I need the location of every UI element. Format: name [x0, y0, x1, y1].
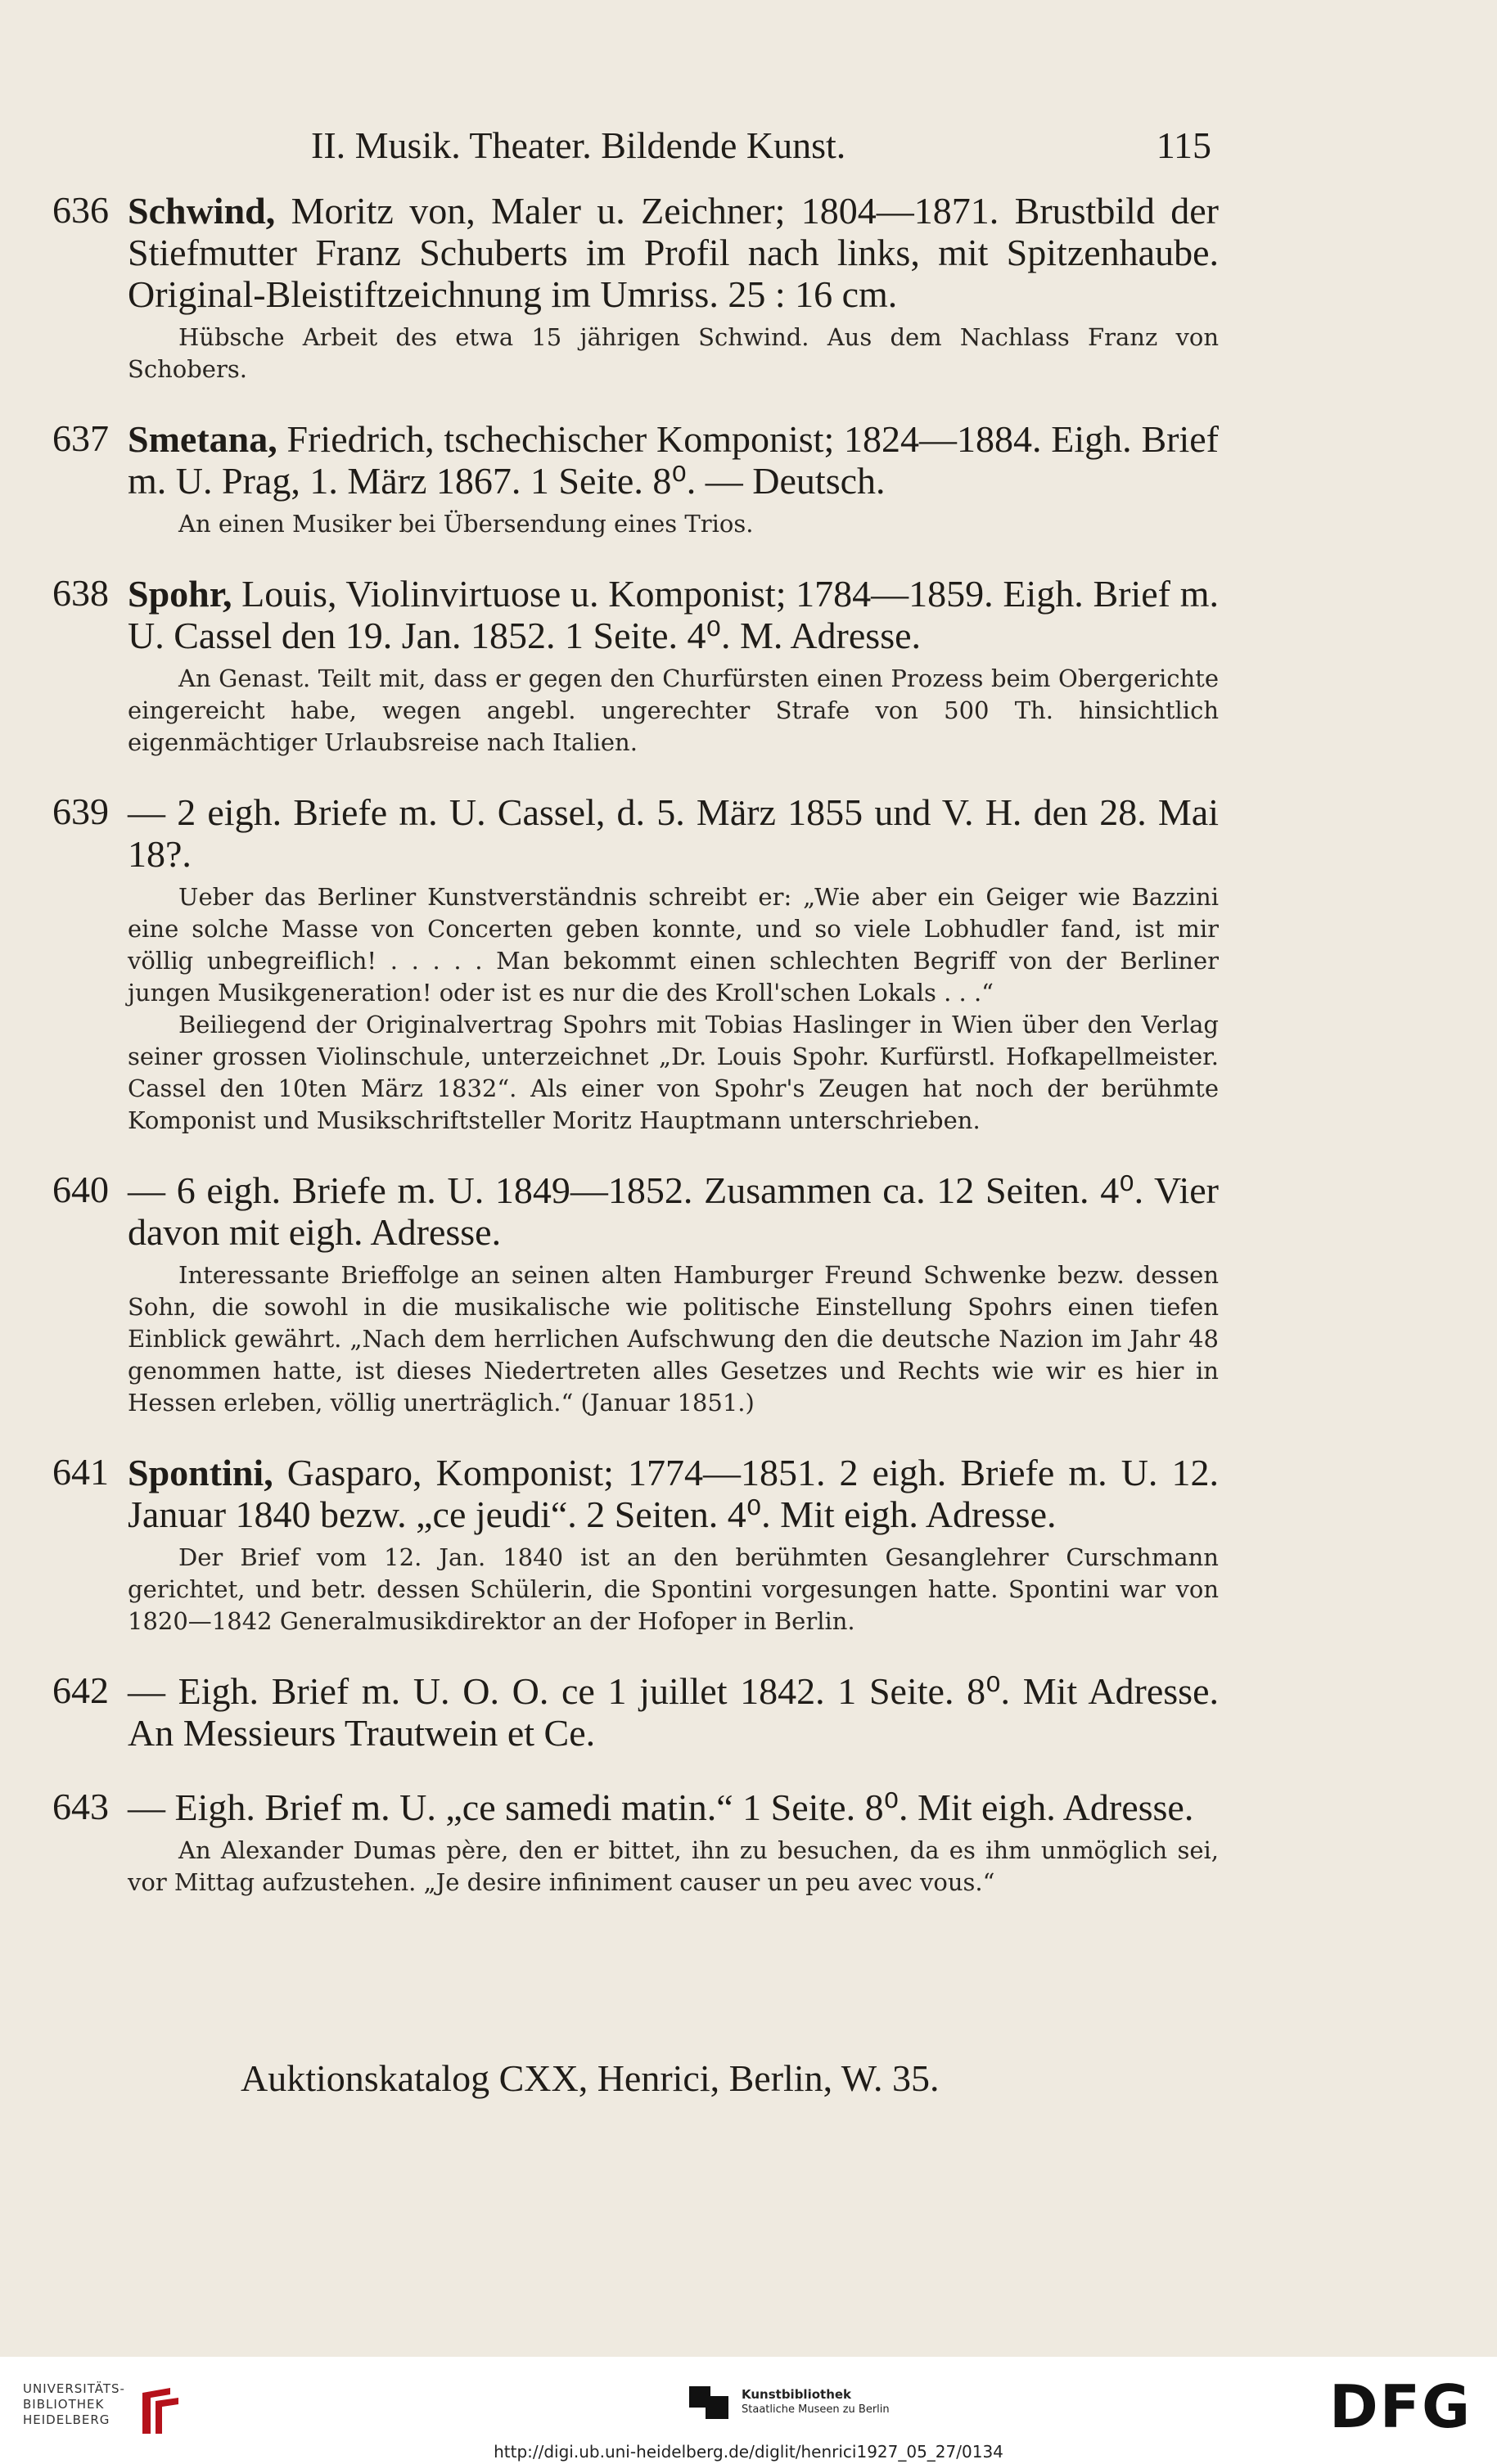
entry-text: — Eigh. Brief m. U. „ce samedi matin.“ 1 Seite. 8⁰. Mit eigh. Adresse. — [128, 1786, 1194, 1828]
entry-note: Ueber das Berliner Kunstverständnis schreibt er: „Wie aber ein Geiger wie Bazzini eine solche Masse von Concerten geben konnte, und so viele Lobhudler fand, ist mir völlig unbegreiflich! . . . . . Man bekommt einen schlechten Begriff von der Berliner jungen Musikgeneration! oder ist es nur die des Kroll'schen Lokals . . .“ — [128, 883, 1219, 1007]
uni-line: UNIVERSITÄTS- — [23, 2381, 125, 2396]
page-number: 115 — [1156, 124, 1211, 166]
entry-name: Smetana, — [128, 418, 277, 460]
entry-text: — 2 eigh. Briefe m. U. Cassel, d. 5. März 1855 und V. H. den 28. Mai 18?. — [128, 791, 1219, 875]
entry-note: Interessante Brieffolge an seinen alten Hamburger Freund Schwenke bezw. dessen Sohn, die sowohl in die musikalische wie politische Einstellung Spohrs einen tiefen Einblick gewährt. „Nach dem herrlichen Aufschwung den die deutsche Nazion im Jahr 48 genommen hatte, ist dieses Niedertreten alles Gesetzes und Rechts wie wir es hier in Hessen erleben, völlig unerträglich.“ (Januar 1851.) — [128, 1261, 1219, 1417]
viewer-footer-bar — [0, 2357, 1497, 2464]
entry-number: 638 — [52, 572, 109, 614]
entry-note: Beiliegend der Originalvertrag Spohrs mit Tobias Haslinger in Wien über den Verlag seiner grossen Violinschule, unterzeichnet „Dr. Louis Spohr. Kurfürstl. Hofkapellmeister. Cassel den 10ten März 1832“. Als einer von Spohr's Zeugen hat noch der berühmte Komponist und Musikschriftsteller Moritz Hauptmann unterschrieben. — [128, 1011, 1219, 1134]
catalog-entry — [52, 791, 1219, 1137]
entry-note: An Alexander Dumas père, den er bittet, ihn zu besuchen, da es ihm unmöglich sei, vor Mittag aufzustehen. „Je desire infiniment causer un peu avec vous.“ — [128, 1836, 1219, 1896]
kb-line: Staatliche Museen zu Berlin — [742, 2403, 890, 2416]
catalog-entry — [52, 1169, 1219, 1419]
entry-text: Gasparo, Komponist; 1774—1851. 2 eigh. Briefe m. U. 12. Januar 1840 bezw. „ce jeudi“. 2 Seiten. 4⁰. Mit eigh. Adresse. — [128, 1452, 1219, 1535]
permalink-url[interactable]: http://digi.ub.uni-heidelberg.de/diglit/henrici1927_05_27/0134 — [494, 2442, 1003, 2462]
entry-text: Friedrich, tschechischer Komponist; 1824—1884. Eigh. Brief m. U. Prag, 1. März 1867. 1 Seite. 8⁰. — Deutsch. — [128, 418, 1219, 502]
catalog-entry — [52, 573, 1219, 759]
entry-note: An Genast. Teilt mit, dass er gegen den Churfürsten einen Prozess beim Obergerichte eingereicht habe, wegen angebl. ungerechter Strafe von 500 Th. hinsichtlich eigenmächtiger Urlaubsreise nach Italien. — [128, 664, 1219, 756]
entry-number: 643 — [52, 1786, 109, 1827]
entry-text: Moritz von, Maler u. Zeichner; 1804—1871. Brustbild der Stiefmutter Franz Schuberts im Profil nach links, mit Spitzenhaube. Original-Bleistiftzeichnung im Umriss. 25 : 16 cm. — [128, 190, 1219, 315]
kunstbibliothek-emblem-icon — [686, 2381, 732, 2424]
entry-text: — 6 eigh. Briefe m. U. 1849—1852. Zusammen ca. 12 Seiten. 4⁰. Vier davon mit eigh. Adresse. — [128, 1169, 1219, 1253]
uni-line: HEIDELBERG — [23, 2412, 110, 2427]
kb-line: Kunstbibliothek — [742, 2387, 852, 2402]
dfg-logo-icon — [1328, 2373, 1483, 2439]
uni-line: BIBLIOTHEK — [23, 2397, 105, 2412]
entry-number: 639 — [52, 791, 109, 832]
entry-number: 641 — [52, 1451, 109, 1493]
entry-description — [128, 573, 1219, 656]
catalog-footer: Auktionskatalog CXX, Henrici, Berlin, W. 35. — [241, 2057, 940, 2099]
entry-number: 642 — [52, 1669, 109, 1711]
entry-note: Der Brief vom 12. Jan. 1840 ist an den berühmten Gesanglehrer Curschmann gerichtet, und betr. dessen Schülerin, die Spontini vorgesungen hatte. Spontini war von 1820—1842 Generalmusikdirektor an der Hofoper in Berlin. — [128, 1543, 1219, 1635]
catalog-entry — [52, 1786, 1219, 1899]
entry-text: — Eigh. Brief m. U. O. O. ce 1 juillet 1842. 1 Seite. 8⁰. Mit Adresse. An Messieurs Trautwein et Ce. — [128, 1670, 1219, 1754]
header-title: II. Musik. Theater. Bildende Kunst. — [311, 124, 846, 166]
university-emblem-icon — [138, 2386, 183, 2437]
kunstbibliothek-logo[interactable] — [686, 2381, 964, 2430]
entry-name: Spontini, — [128, 1452, 273, 1493]
entry-name: Spohr, — [128, 573, 232, 615]
entry-number: 640 — [52, 1169, 109, 1210]
catalog-entry — [52, 418, 1219, 540]
entry-description — [128, 1670, 1219, 1754]
entry-note: Hübsche Arbeit des etwa 15 jährigen Schwind. Aus dem Nachlass Franz von Schobers. — [128, 323, 1219, 383]
university-library-name — [23, 2381, 125, 2428]
dfg-logo[interactable] — [1328, 2373, 1483, 2439]
catalog-entry — [52, 1670, 1219, 1754]
entry-number: 637 — [52, 417, 109, 459]
entry-description — [128, 791, 1219, 875]
entry-note: An einen Musiker bei Übersendung eines Trios. — [178, 510, 754, 538]
entry-description — [128, 1786, 1219, 1828]
entry-number: 636 — [52, 189, 109, 231]
entry-name: Schwind, — [128, 190, 276, 232]
entry-text: Louis, Violinvirtuose u. Komponist; 1784—1859. Eigh. Brief m. U. Cassel den 19. Jan. 1852. 1 Seite. 4⁰. M. Adresse. — [128, 573, 1219, 656]
catalog-entry — [52, 1452, 1219, 1637]
entry-description — [128, 190, 1219, 315]
catalog-entries — [52, 190, 1219, 1926]
dfg-logo-text: DFG — [1329, 2373, 1472, 2439]
entry-description — [128, 1169, 1219, 1253]
entry-description — [128, 1452, 1219, 1535]
catalog-entry — [52, 190, 1219, 385]
kunstbibliothek-name — [742, 2386, 890, 2417]
entry-description — [128, 418, 1219, 502]
university-library-logo[interactable] — [23, 2381, 187, 2439]
